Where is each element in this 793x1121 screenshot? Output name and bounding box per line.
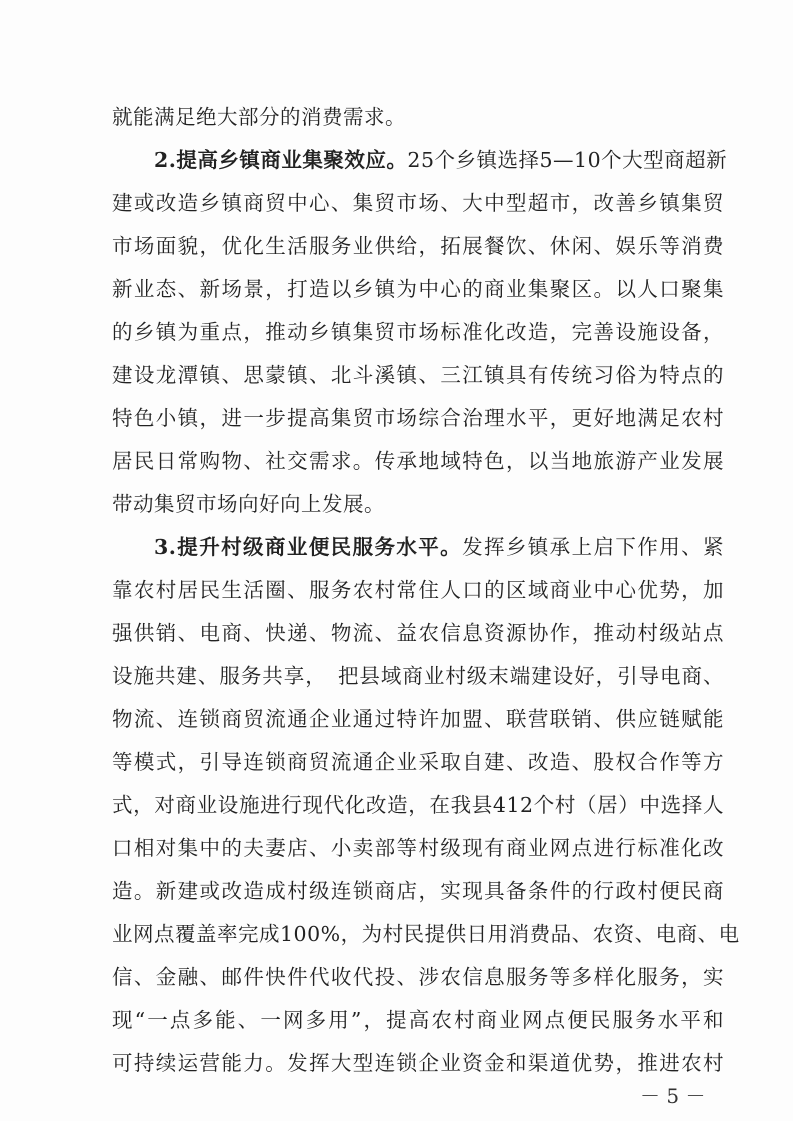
paragraph-line: 业网点覆盖率完成100%，为村民提供日用消费品、农资、电商、电 [112,922,740,946]
paragraph-line: 居民日常购物、社交需求。传承地域特色，以当地旅游产业发展 [112,449,724,473]
section-heading: 2.提高乡镇商业集聚效应。 [154,148,408,172]
paragraph-line: 新业态、新场景，打造以乡镇为中心的商业集聚区。以人口聚集 [112,277,724,301]
paragraph-line: 设施共建、服务共享， 把县域商业村级末端建设好，引导电商、 [112,664,724,688]
paragraph-line: 现“一点多能、一网多用”，提高农村商业网点便民服务水平和 [112,1008,724,1032]
paragraph-line: 口相对集中的夫妻店、小卖部等村级现有商业网点进行标准化改 [112,836,724,860]
paragraph-line [154,147,728,173]
paragraph-line: 等模式，引导连锁商贸流通企业采取自建、改造、股权合作等方 [112,750,724,774]
paragraph-line: 信、金融、邮件快件代收代投、涉农信息服务等多样化服务，实 [112,965,724,989]
paragraph-line: 的乡镇为重点，推动乡镇集贸市场标准化改造，完善设施设备， [112,320,724,344]
heading-continuation: 发挥乡镇承上启下作用、紧 [462,535,725,559]
paragraph-line: 靠农村居民生活圈、服务农村常住人口的区域商业中心优势，加 [112,578,724,602]
paragraph-line: 造。新建或改造成村级连锁商店，实现具备条件的行政村便民商 [112,879,724,903]
paragraph-line: 强供销、电商、快递、物流、益农信息资源协作，推动村级站点 [112,621,724,645]
paragraph-line: 市场面貌，优化生活服务业供给，拓展餐饮、休闲、娱乐等消费 [112,234,724,258]
page-number: － 5 － [640,1084,706,1108]
paragraph-line: 特色小镇，进一步提高集贸市场综合治理水平，更好地满足农村 [112,406,724,430]
section-heading: 3.提升村级商业便民服务水平。 [154,535,463,559]
paragraph-line: 带动集贸市场向好向上发展。 [112,492,385,516]
paragraph-line: 物流、连锁商贸流通企业通过特许加盟、联营联销、供应链赋能 [112,707,724,731]
paragraph-line: 可持续运营能力。发挥大型连锁企业资金和渠道优势，推进农村 [112,1051,724,1075]
paragraph-line: 就能满足绝大部分的消费需求。 [112,105,406,129]
heading-continuation: 25个乡镇选择5—10个大型商超新 [407,148,728,172]
paragraph-line: 建或改造乡镇商贸中心、集贸市场、大中型超市，改善乡镇集贸 [112,191,724,215]
paragraph-line: 式，对商业设施进行现代化改造，在我县412个村（居）中选择人 [112,793,724,817]
paragraph-line: 建设龙潭镇、思蒙镇、北斗溪镇、三江镇具有传统习俗为特点的 [112,363,724,387]
paragraph-line [154,534,724,560]
